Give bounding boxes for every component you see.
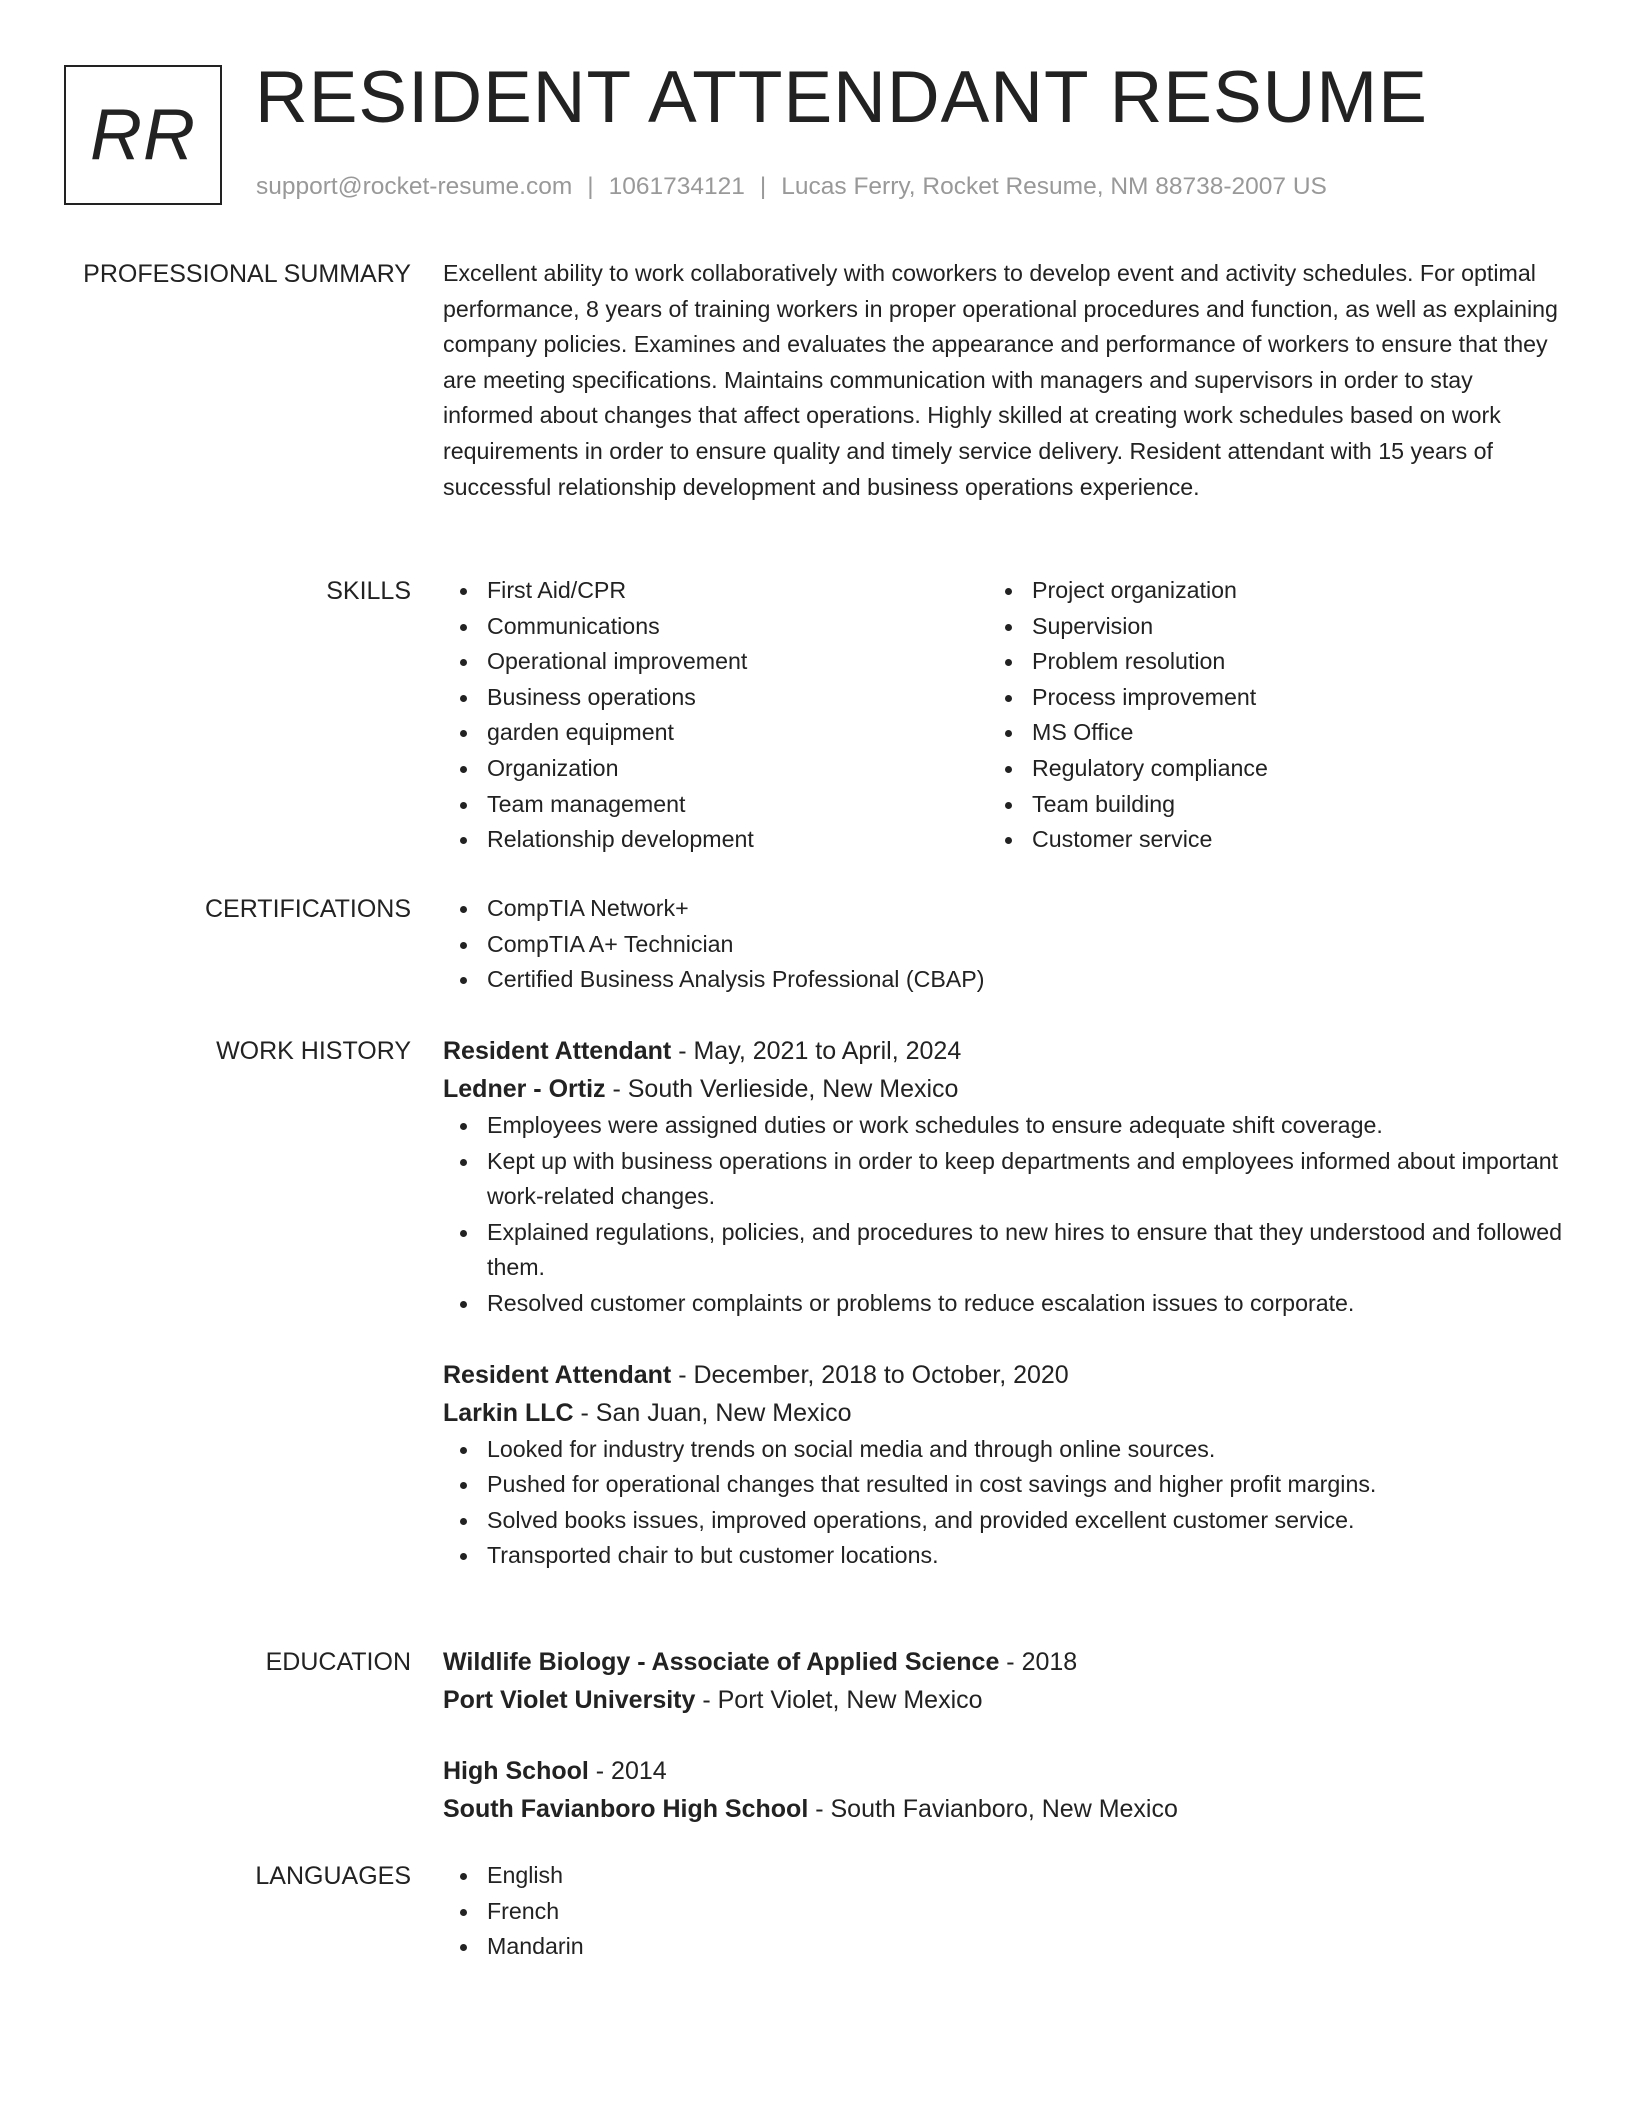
skill-item: garden equipment [443, 715, 988, 751]
skill-item: Problem resolution [988, 644, 1533, 680]
certification-item: Certified Business Analysis Professional (CBAP) [443, 962, 1563, 998]
job-entry [443, 1032, 1563, 1322]
language-item: Mandarin [443, 1929, 1563, 1965]
contact-separator: | [587, 173, 594, 200]
job-duty-item: Resolved customer complaints or problems to reduce escalation issues to corporate. [443, 1286, 1563, 1322]
skills-list-left [443, 573, 988, 858]
job-duties-list [443, 1432, 1563, 1574]
skill-item: Process improvement [988, 680, 1533, 716]
dash-separator: - [671, 1037, 694, 1065]
skill-item: Operational improvement [443, 644, 988, 680]
school-line [443, 1790, 1563, 1828]
skill-item: Team building [988, 787, 1533, 823]
job-dates: December, 2018 to October, 2020 [693, 1360, 1069, 1389]
school-location: Port Violet, New Mexico [717, 1686, 983, 1714]
education-entry [443, 1643, 1563, 1719]
job-duty-item: Employees were assigned duties or work schedules to ensure adequate shift coverage. [443, 1108, 1563, 1144]
skills-list-right [988, 573, 1533, 858]
monogram-initials: RR [90, 95, 196, 175]
dash-separator: - [588, 1757, 612, 1785]
job-title: Resident Attendant [443, 1360, 672, 1389]
skill-item: Relationship development [443, 822, 988, 858]
contact-phone: 1061734121 [608, 173, 745, 200]
skills-body [443, 573, 1563, 858]
education-body [443, 1643, 1563, 1828]
degree: Wildlife Biology - Associate of Applied Science [443, 1648, 1000, 1676]
education-entry [443, 1752, 1563, 1828]
degree-line [443, 1752, 1563, 1790]
resume-title: RESIDENT ATTENDANT RESUME [255, 57, 1428, 138]
work-history-body [443, 1032, 1563, 1574]
section-label-languages: LANGUAGES [255, 1862, 411, 1890]
certifications-body [443, 891, 1563, 998]
section-label-summary: PROFESSIONAL SUMMARY [83, 260, 411, 288]
degree-line [443, 1643, 1563, 1681]
monogram-box [64, 65, 222, 205]
summary-text: Excellent ability to work collaboratively with coworkers to develop event and activity schedules. For optimal performance, 8 years of training workers in proper operational procedures and function, as well as explaining company policies. Examines and evaluates the appearance and performance of workers to ensure that they are meeting specifications. Maintains communication with managers and supervisors in order to stay informed about changes that affect operations. Highly skilled at creating work schedules based on work requirements in order to ensure quality and timely service delivery. Resident attendant with 15 years of successful relationship development and business operations experience. [443, 260, 1558, 500]
job-title: Resident Attendant [443, 1037, 672, 1065]
skill-item: MS Office [988, 715, 1533, 751]
language-item: French [443, 1894, 1563, 1930]
job-duty-item: Solved books issues, improved operations, and provided excellent customer service. [443, 1503, 1563, 1539]
job-duty-item: Pushed for operational changes that resulted in cost savings and higher profit margins. [443, 1467, 1563, 1503]
school-line [443, 1681, 1563, 1719]
skill-item: Business operations [443, 680, 988, 716]
skill-item: Supervision [988, 609, 1533, 645]
graduation-year: 2014 [611, 1757, 667, 1785]
dash-separator: - [605, 1075, 628, 1103]
section-label-work-history: WORK HISTORY [216, 1037, 411, 1065]
contact-address: Lucas Ferry, Rocket Resume, NM 88738-2007 US [781, 173, 1327, 200]
job-location: South Verlieside, New Mexico [627, 1075, 959, 1103]
certification-item: CompTIA Network+ [443, 891, 1563, 927]
job-entry [443, 1356, 1563, 1574]
school-location: South Favianboro, New Mexico [830, 1795, 1178, 1823]
school-name: South Favianboro High School [443, 1795, 809, 1823]
languages-body [443, 1858, 1563, 1965]
job-duty-item: Kept up with business operations in order to keep departments and employees informed about important work-related changes. [443, 1144, 1563, 1215]
dash-separator: - [999, 1648, 1022, 1676]
job-location: San Juan, New Mexico [595, 1398, 852, 1427]
job-duty-item: Looked for industry trends on social media and through online sources. [443, 1432, 1563, 1468]
section-label-skills: SKILLS [326, 577, 411, 605]
dash-separator: - [573, 1398, 596, 1427]
section-label-certifications: CERTIFICATIONS [204, 895, 411, 923]
dash-separator: - [695, 1686, 718, 1714]
job-title-line [443, 1032, 1563, 1070]
graduation-year: 2018 [1021, 1648, 1078, 1676]
contact-separator: | [759, 173, 767, 200]
dash-separator: - [671, 1360, 694, 1389]
languages-list [443, 1858, 1563, 1965]
section-label-education: EDUCATION [265, 1648, 411, 1676]
dash-separator: - [808, 1795, 831, 1823]
job-company: Larkin LLC [443, 1398, 574, 1427]
job-dates: May, 2021 to April, 2024 [693, 1037, 962, 1065]
job-company: Ledner - Ortiz [443, 1075, 606, 1103]
job-company-line [443, 1070, 1563, 1108]
job-title-line [443, 1356, 1563, 1394]
job-duty-item: Transported chair to but customer locations. [443, 1538, 1563, 1574]
contact-email[interactable]: support@rocket-resume.com [256, 173, 573, 200]
certifications-list [443, 891, 1563, 998]
language-item: English [443, 1858, 1563, 1894]
skill-item: Team management [443, 787, 988, 823]
job-company-line [443, 1394, 1563, 1432]
skill-item: Project organization [988, 573, 1533, 609]
skill-item: Customer service [988, 822, 1533, 858]
contact-line [256, 173, 1327, 201]
certification-item: CompTIA A+ Technician [443, 927, 1563, 963]
school-name: Port Violet University [443, 1686, 696, 1714]
skill-item: Communications [443, 609, 988, 645]
skill-item: Organization [443, 751, 988, 787]
skill-item: First Aid/CPR [443, 573, 988, 609]
job-duty-item: Explained regulations, policies, and procedures to new hires to ensure that they understood and followed them. [443, 1215, 1563, 1286]
skill-item: Regulatory compliance [988, 751, 1533, 787]
degree: High School [443, 1757, 589, 1785]
job-duties-list [443, 1108, 1563, 1322]
